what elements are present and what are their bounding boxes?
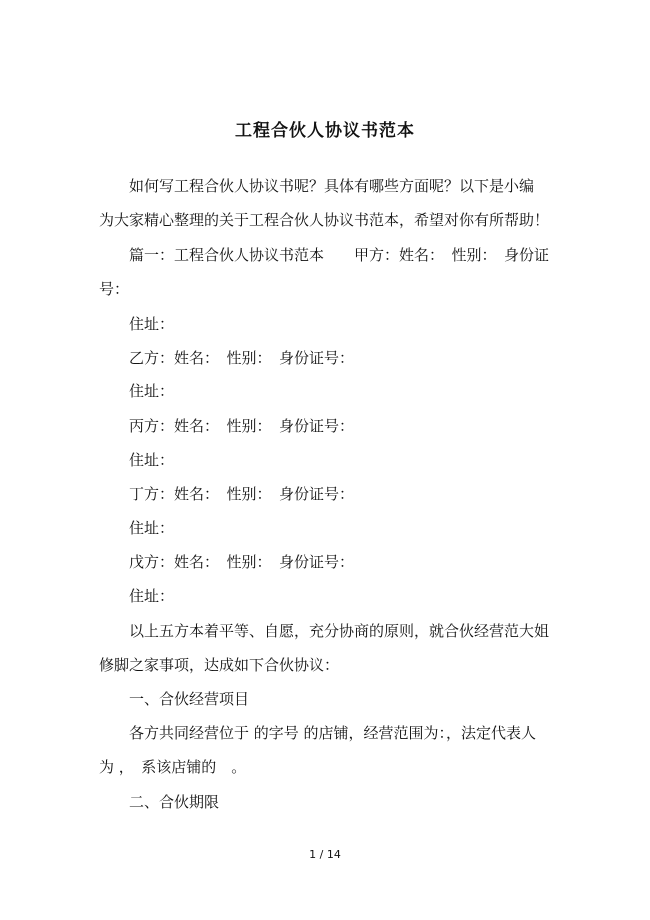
- paragraph-line: 住址：: [129, 587, 175, 605]
- paragraph-line: 以上五方本着平等、自愿，充分协商的原则，就合伙经营范大姐: [129, 622, 550, 640]
- paragraph-line: 住址：: [129, 382, 175, 400]
- paragraph-line: 住址：: [129, 519, 175, 537]
- paragraph-line: 丙方：姓名： 性别： 身份证号：: [129, 417, 355, 435]
- paragraph-line: 为 ， 系该店铺的 。: [99, 758, 247, 776]
- paragraph-line: 为大家精心整理的关于工程合伙人协议书范本，希望对你有所帮助！: [99, 211, 550, 229]
- paragraph-line: 住址：: [129, 451, 175, 469]
- paragraph-line: 戊方：姓名： 性别： 身份证号：: [129, 553, 355, 571]
- paragraph-line: 各方共同经营位于 的字号 的店铺，经营范围为：，法定代表人: [129, 724, 537, 742]
- document-title: 工程合伙人协议书范本: [235, 121, 415, 141]
- section-heading: 一、合伙经营项目: [129, 690, 250, 708]
- paragraph-line: 乙方：姓名： 性别： 身份证号：: [129, 349, 355, 367]
- paragraph-line: 号：: [99, 280, 130, 298]
- paragraph-line: 篇一：工程合伙人协议书范本 甲方：姓名： 性别： 身份证: [129, 246, 550, 264]
- section-heading: 二、合伙期限: [129, 793, 220, 811]
- page-indicator: 1 / 14: [309, 848, 341, 861]
- paragraph-line: 修脚之家事项，达成如下合伙协议：: [99, 656, 340, 674]
- paragraph-line: 如何写工程合伙人协议书呢？具体有哪些方面呢？以下是小编: [129, 177, 535, 195]
- paragraph-line: 住址：: [129, 315, 175, 333]
- paragraph-line: 丁方：姓名： 性别： 身份证号：: [129, 485, 355, 503]
